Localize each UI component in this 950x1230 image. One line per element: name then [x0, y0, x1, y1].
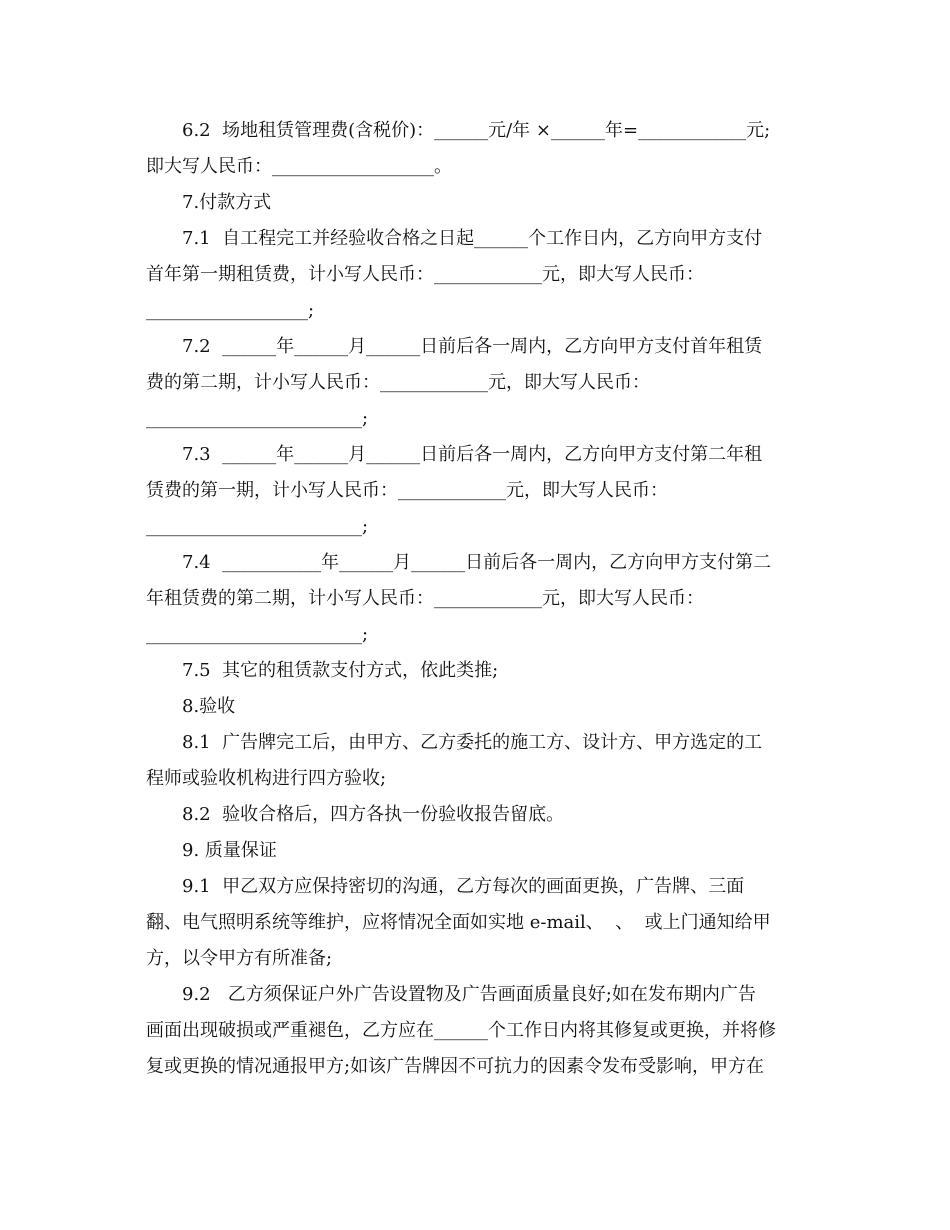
- clause-7-4-line-2: 年租赁费的第二期，计小写人民币：____________元，即大写人民币：: [146, 588, 704, 609]
- clause-7-2-line-3: ________________________;: [146, 408, 369, 429]
- clause-7-1-line-1: 7.1 自工程完工并经验收合格之日起______个工作日内，乙方向甲方支付: [182, 228, 763, 249]
- clause-7-3-line-1: 7.3 ______年______月______日前后各一周内，乙方向甲方支付第二年租: [182, 444, 763, 465]
- clause-8-1-line-2: 程师或验收机构进行四方验收;: [146, 768, 387, 789]
- clause-7-5: 7.5 其它的租赁款支付方式，依此类推;: [182, 660, 499, 681]
- clause-9-2-line-3: 复或更换的情况通报甲方;如该广告牌因不可抗力的因素令发布受影响，甲方在: [146, 1056, 765, 1077]
- clause-7-2-line-2: 费的第二期，计小写人民币：____________元，即大写人民币：: [146, 372, 650, 393]
- section-8-heading: 8.验收: [182, 696, 236, 717]
- clause-9-2-line-1: 9.2 乙方须保证户外广告设置物及广告画面质量良好;如在发布期内广告: [182, 984, 756, 1005]
- clause-7-2-line-1: 7.2 ______年______月______日前后各一周内，乙方向甲方支付首年租赁: [182, 336, 763, 357]
- clause-7-4-line-1: 7.4 ___________年______月______日前后各一周内，乙方向甲方支付第二: [182, 552, 772, 573]
- clause-7-1-line-2: 首年第一期租赁费，计小写人民币：____________元，即大写人民币：: [146, 264, 704, 285]
- clause-8-1-line-1: 8.1 广告牌完工后，由甲方、乙方委托的施工方、设计方、甲方选定的工: [182, 732, 763, 753]
- clause-7-3-line-2: 赁费的第一期，计小写人民币：____________元，即大写人民币：: [146, 480, 668, 501]
- clause-6-2-line-1: 6.2 场地租赁管理费(含税价)：______元/年 ×______年=____________元;: [182, 120, 771, 141]
- clause-7-4-line-3: ________________________;: [146, 624, 369, 645]
- clause-7-3-line-3: ________________________;: [146, 516, 369, 537]
- section-9-heading: 9. 质量保证: [182, 840, 277, 861]
- section-7-heading: 7.付款方式: [182, 192, 272, 213]
- clause-9-2-line-2: 画面出现破损或严重褪色，乙方应在______个工作日内将其修复或更换，并将修: [146, 1020, 776, 1041]
- clause-6-2-line-2: 即大写人民币：__________________。: [146, 156, 452, 177]
- clause-7-1-line-3: __________________;: [146, 300, 315, 321]
- clause-9-1-line-1: 9.1 甲乙双方应保持密切的沟通，乙方每次的画面更换，广告牌、三面: [182, 876, 745, 897]
- clause-9-1-line-3: 方，以令甲方有所准备;: [146, 948, 333, 969]
- clause-8-2: 8.2 验收合格后，四方各执一份验收报告留底。: [182, 804, 565, 825]
- clause-9-1-line-2: 翻、电气照明系统等维护，应将情况全面如实地 e-mail、 、 或上门通知给甲: [146, 912, 771, 933]
- document-body: [146, 113, 810, 1085]
